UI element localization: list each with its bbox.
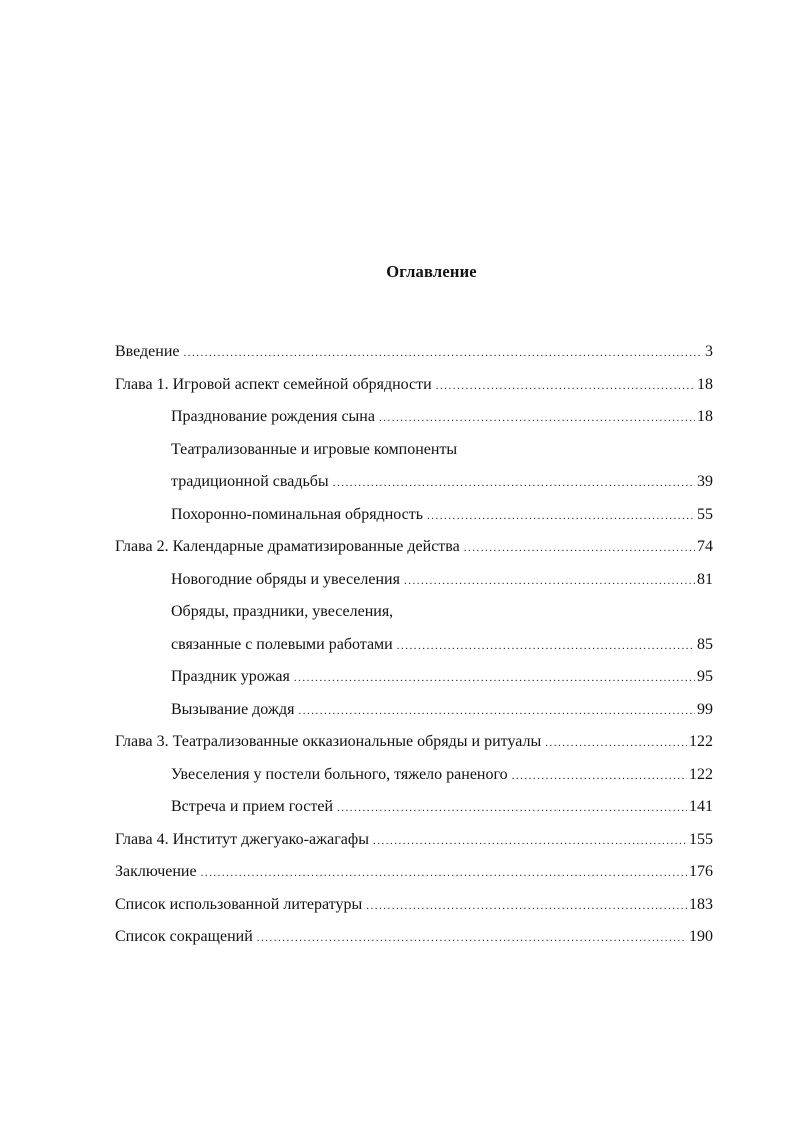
toc-entry-page: 85 <box>697 635 713 653</box>
toc-entry-page: 18 <box>697 375 713 393</box>
toc-dot-leader <box>333 467 695 500</box>
toc-entry-introduction[interactable] <box>115 336 713 369</box>
toc-entry-section[interactable] <box>115 499 713 532</box>
toc-entry-section[interactable] <box>115 759 713 792</box>
toc-dot-leader <box>545 727 687 760</box>
toc-entry-label: Встреча и прием гостей <box>171 798 334 815</box>
toc-entry-label: Заключение <box>115 863 197 880</box>
toc-entry-page: 95 <box>697 668 713 685</box>
toc-entry-label: Празднование рождения сына <box>171 408 375 425</box>
toc-entry-page: 99 <box>697 700 713 718</box>
toc-entry-page: 190 <box>689 928 713 945</box>
toc-entry-conclusion[interactable] <box>115 856 713 889</box>
toc-entry-label: Похоронно-поминальная обрядность <box>171 505 424 523</box>
toc-entry-label: Введение <box>115 343 180 360</box>
toc-entry-label: Увеселения у постели больного, тяжело раненого <box>171 765 508 783</box>
toc-entry-page: 55 <box>697 505 713 523</box>
toc-entry-section[interactable] <box>115 466 713 499</box>
toc-entry-page: 74 <box>697 538 713 555</box>
toc-entry-label: Глава 3. Театрализованные окказиональные обряды и ритуалы <box>115 733 542 750</box>
toc-entry-page: 18 <box>697 408 713 425</box>
toc-entry-label: связанные с полевыми работами <box>171 635 393 653</box>
toc-entry-page: 3 <box>705 343 713 360</box>
toc-dot-leader <box>379 402 695 435</box>
toc-entry-section[interactable] <box>115 596 713 629</box>
toc-entry-label: Список использованной литературы <box>115 895 363 913</box>
toc-dot-leader <box>427 500 695 533</box>
toc-entry-label: традиционной свадьбы <box>171 473 329 490</box>
toc-entry-section[interactable] <box>115 401 713 434</box>
toc-entry-chapter-2[interactable] <box>115 531 713 564</box>
toc-dot-leader <box>337 792 687 825</box>
toc-entry-page: 183 <box>689 895 713 913</box>
toc-entry-label: Театрализованные и игровые компоненты <box>171 440 458 458</box>
toc-dot-leader <box>184 337 704 370</box>
toc-dot-leader <box>257 922 687 955</box>
toc-entry-page: 39 <box>697 473 713 490</box>
toc-entry-label: Вызывание дождя <box>171 700 295 718</box>
toc-entry-section[interactable] <box>115 434 713 467</box>
toc-entry-chapter-3[interactable] <box>115 726 713 759</box>
toc-entry-section[interactable] <box>115 791 713 824</box>
toc-entry-label: Глава 4. Институт джегуако-ажагафы <box>115 830 369 848</box>
toc-entry-page: 141 <box>689 798 713 815</box>
toc-title: Оглавление <box>386 262 477 281</box>
toc-entry-page: 81 <box>697 570 713 588</box>
toc-entry-page: 122 <box>689 733 713 750</box>
toc-entry-page: 155 <box>689 830 713 848</box>
toc-dot-leader <box>464 532 695 565</box>
toc-dot-leader <box>201 857 687 890</box>
toc-entry-section[interactable] <box>115 629 713 662</box>
toc-entry-bibliography[interactable] <box>115 889 713 922</box>
toc-entry-section[interactable] <box>115 564 713 597</box>
toc-entry-label: Обряды, праздники, увеселения, <box>171 603 394 620</box>
toc-entry-page: 122 <box>689 765 713 783</box>
toc-entry-section[interactable] <box>115 661 713 694</box>
toc-entry-label: Глава 2. Календарные драматизированные действа <box>115 538 460 555</box>
toc-entry-abbreviations[interactable] <box>115 921 713 954</box>
toc-entry-label: Праздник урожая <box>171 668 290 685</box>
toc-dot-leader <box>373 825 687 858</box>
toc-entry-label: Глава 1. Игровой аспект семейной обрядности <box>115 375 432 393</box>
toc-dot-leader <box>298 695 695 728</box>
toc-entry-chapter-1[interactable] <box>115 369 713 402</box>
toc-dot-leader <box>366 890 687 923</box>
toc-list <box>115 336 713 954</box>
toc-dot-leader <box>436 370 695 403</box>
toc-entry-label: Новогодние обряды и увеселения <box>171 570 400 588</box>
toc-entry-section[interactable] <box>115 694 713 727</box>
toc-dot-leader <box>397 630 695 663</box>
toc-dot-leader <box>404 565 695 598</box>
toc-entry-page: 176 <box>689 863 713 880</box>
toc-dot-leader <box>512 760 687 793</box>
toc-dot-leader <box>294 662 695 695</box>
toc-entry-chapter-4[interactable] <box>115 824 713 857</box>
toc-entry-label: Список сокращений <box>115 928 253 945</box>
